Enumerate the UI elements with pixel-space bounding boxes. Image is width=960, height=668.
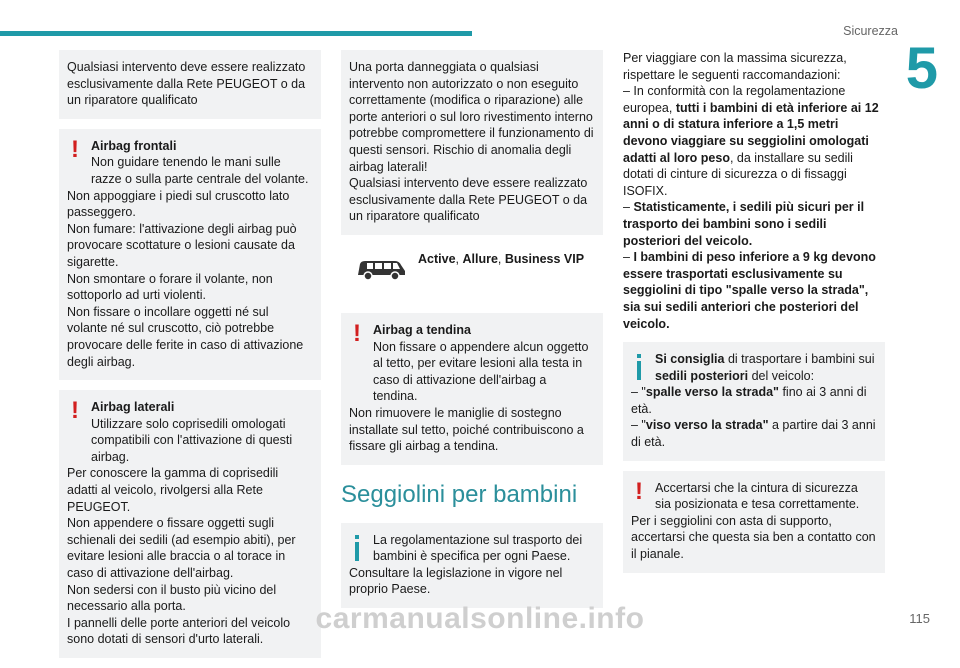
warning-box-frontali xyxy=(59,129,321,380)
warning-title: Airbag a tendina xyxy=(373,322,471,337)
warning-text: Non appendere o fissare oggetti sugli schienali dei sedili (ad esempio abiti), per evitare lesioni alle braccia o al torace in caso di attivazione dell'airbag. xyxy=(67,516,296,581)
warning-text: Non appoggiare i piedi sul cruscotto lato passeggero. xyxy=(67,188,290,220)
warning-text: Non rimuovere le maniglie di sostegno installate sul tetto, poiché contribuiscono a fissare gli airbag a tendina. xyxy=(349,405,584,454)
page-number: 115 xyxy=(909,611,930,626)
note-text: Qualsiasi intervento deve essere realizzato esclusivamente dalla Rete PEUGEOT o da un riparatore qualificato xyxy=(67,60,306,108)
chapter-number: 5 xyxy=(905,36,938,101)
watermark: carmanualsonline.info xyxy=(315,602,645,635)
info-box-regulation xyxy=(341,523,603,608)
warning-text: Non fumare: l'attivazione degli airbag può provocare scottature o lesioni causate da sigarette. xyxy=(67,221,297,269)
header-accent-bar xyxy=(0,31,472,36)
bullet-statistics: – Statisticamente, i sedili più sicuri per il trasporto dei bambini sono i sedili posteriori del veicolo. xyxy=(623,200,865,248)
column-3 xyxy=(623,50,885,583)
warning-text: Per conoscere la gamma di coprisedili adatti al veicolo, rivolgersi alla Rete PEUGEOT. xyxy=(67,466,279,514)
note-text: Qualsiasi intervento deve essere realizzato esclusivamente dalla Rete PEUGEOT o da un riparatore qualificato xyxy=(349,176,588,224)
bullet-europe: – In conformità con la regolamentazione europea, tutti i bambini di età inferiore ai 12 anni o di statura inferiore a 1,5 metri devono viaggiare su seggiolini omologati adatti al loro peso, da installare su sedili dotati di cinture di sicurezza o di fissaggi ISOFIX. xyxy=(623,84,879,198)
exclamation-icon: ! xyxy=(71,135,79,163)
warning-title: Airbag frontali xyxy=(91,138,177,153)
section-title: Sicurezza xyxy=(843,24,898,38)
info-forward-facing: – "viso verso la strada" a partire dai 3 anni di età. xyxy=(631,418,876,450)
exclamation-icon: ! xyxy=(353,319,361,347)
version-allure: Allure xyxy=(462,251,498,266)
warning-text: Per i seggiolini con asta di supporto, accertarsi che questa sia ben a contatto con il pianale. xyxy=(631,513,876,562)
vehicle-versions: Active, Allure, Business VIP xyxy=(341,247,603,299)
info-icon xyxy=(350,535,364,561)
section-heading: Seggiolini per bambini xyxy=(341,480,578,508)
recommendations xyxy=(623,50,885,332)
info-text: Consultare la legislazione in vigore nel proprio Paese. xyxy=(349,565,563,597)
van-icon xyxy=(355,253,407,283)
column-2 xyxy=(341,50,603,618)
note-text: Una porta danneggiata o qualsiasi intervento non autorizzato o non eseguito correttamente (modifica o riparazione) alle porte anteriori o sul loro rivestimento interno potrebbe compromettere il funzionamento di questi sensori. Rischio di anomalia degli airbag laterali! xyxy=(349,60,594,174)
note-box xyxy=(341,50,603,235)
info-rear-facing: – "spalle verso la strada" fino ai 3 anni di età. xyxy=(631,385,867,416)
info-box-rear-seats xyxy=(623,342,885,461)
version-active: Active xyxy=(418,251,456,266)
warning-box-tendina xyxy=(341,313,603,465)
warning-title: Airbag laterali xyxy=(91,400,175,415)
exclamation-icon: ! xyxy=(71,397,79,425)
info-text: Si consiglia di trasportare i bambini sui sedili posteriori del veicolo: xyxy=(655,352,875,383)
warning-text: I pannelli delle porte anteriori del veicolo sono dotati di sensori d'urto laterali. xyxy=(67,615,291,647)
info-icon xyxy=(632,354,646,380)
note-box xyxy=(59,50,321,119)
intro-text: Per viaggiare con la massima sicurezza, rispettare le seguenti raccomandazioni: xyxy=(623,51,847,82)
warning-text: Non smontare o forare il volante, non sottoporlo ad urti violenti. xyxy=(67,271,273,303)
warning-text: Accertarsi che la cintura di sicurezza sia posizionata e tesa correttamente. xyxy=(655,480,860,512)
warning-text: Non fissare o appendere alcun oggetto al tetto, per evitare lesioni alla testa in caso di attivazione dell'airbag a tendina. xyxy=(373,339,589,404)
info-text: La regolamentazione sul trasporto dei bambini è specifica per ogni Paese. xyxy=(373,532,583,564)
version-business-vip: Business VIP xyxy=(504,251,585,266)
bullet-weight: – I bambini di peso inferiore a 9 kg devono essere trasportati esclusivamente su seggiolini di tipo "spalle verso la strada", sia sui sedili anteriori che posteriori del veicolo. xyxy=(623,250,876,331)
warning-text: Non guidare tenendo le mani sulle razze o sulla parte centrale del volante. xyxy=(91,155,309,186)
warning-box-belt xyxy=(623,471,885,573)
warning-text: Non fissare o incollare oggetti né sul volante né sul cruscotto, ciò potrebbe provocare delle ferite in caso di attivazione degli airbag. xyxy=(67,304,304,369)
warning-text: Utilizzare solo coprisedili omologati compatibili con l'attivazione di questi airbag. xyxy=(91,416,293,464)
exclamation-icon: ! xyxy=(635,477,643,505)
warning-text: Non sedersi con il busto più vicino del necessario alla porta. xyxy=(67,582,277,614)
column-1 xyxy=(59,50,321,668)
